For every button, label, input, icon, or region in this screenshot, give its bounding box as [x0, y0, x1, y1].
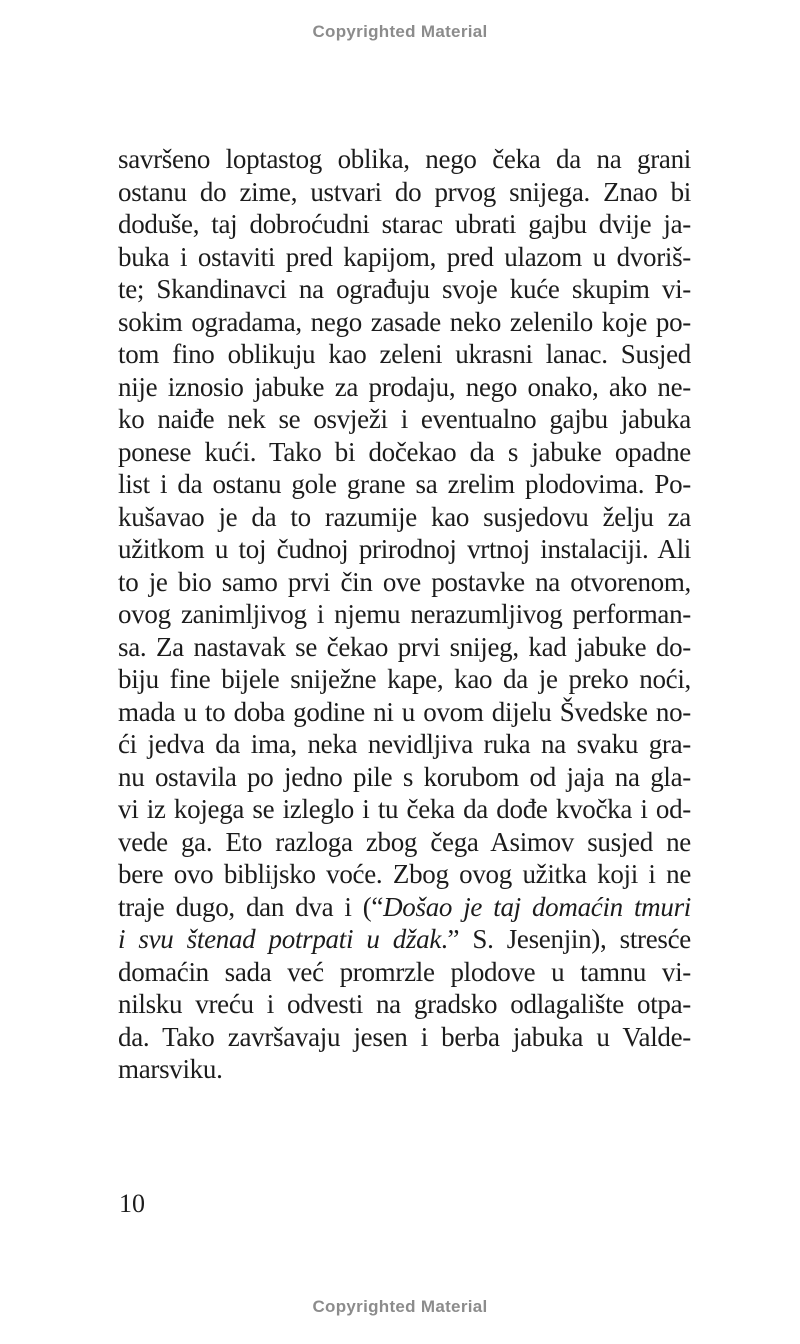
- text-segment: vede ga. Eto razloga zbog čega Asimov susjed ne: [118, 826, 691, 857]
- body-text: [118, 143, 691, 1086]
- text-line: [118, 436, 691, 469]
- text-segment: doduše, taj dobroćudni starac ubrati gajbu dvije ja-: [118, 209, 691, 239]
- text-segment: ostanu do zime, ustvari do prvog snijega. Znao bi: [118, 176, 691, 207]
- text-segment: kušavao je da to razumije kao susjedovu želju za: [118, 501, 691, 532]
- text-line: [118, 793, 691, 826]
- text-line: [118, 371, 691, 404]
- text-segment: .” S. Jesenjin), stresće: [441, 924, 691, 954]
- text-line: [118, 956, 691, 989]
- text-line: [118, 631, 691, 664]
- text-line: [118, 826, 691, 859]
- page-number: 10: [119, 1189, 145, 1218]
- text-line: [118, 858, 691, 891]
- text-line: [118, 306, 691, 339]
- text-line: [118, 208, 691, 241]
- text-segment: ko naiđe nek se osvježi i eventualno gajbu jabuka: [118, 404, 691, 434]
- text-line: [118, 566, 691, 599]
- text-segment: ovog zanimljivog i njemu nerazumljivog performan-: [118, 599, 691, 629]
- text-segment: biju fine bijele sniježne kape, kao da je preko noći,: [118, 664, 691, 694]
- text-segment: sokim ogradama, nego zasade neko zelenilo koje po-: [118, 306, 691, 337]
- quoted-italic-text: i svu štenad potrpati u džak: [118, 924, 442, 954]
- text-segment: sa. Za nastavak se čekao prvi snijeg, kad jabuke do-: [118, 631, 691, 662]
- text-segment: te; Skandinavci na ograđuju svoje kuće skupim vi-: [118, 274, 691, 304]
- text-segment: to je bio samo prvi čin ove postavke na otvorenom,: [118, 566, 691, 597]
- text-line: [118, 728, 691, 761]
- text-line: [118, 891, 691, 924]
- text-line: [118, 501, 691, 534]
- text-segment: nije iznosio jabuke za prodaju, nego onako, ako ne-: [118, 371, 691, 402]
- copyright-notice-top: Copyrighted Material: [312, 22, 488, 41]
- text-line: [118, 403, 691, 436]
- text-line: [118, 338, 691, 371]
- text-line: [118, 143, 691, 176]
- text-segment: ponese kući. Tako bi dočekao da s jabuke opadne: [118, 436, 691, 467]
- text-line: [118, 176, 691, 209]
- text-segment: da. Tako završavaju jesen i berba jabuka u Valde-: [118, 1021, 691, 1052]
- text-segment: marsviku.: [118, 1054, 223, 1084]
- text-segment: ći jedva da ima, neka nevidljiva ruka na svaku gra-: [118, 729, 691, 759]
- text-segment: mada u to doba godine ni u ovom dijelu Švedske no-: [118, 696, 691, 727]
- text-line: [118, 273, 691, 306]
- text-line: [118, 533, 691, 566]
- text-segment: domaćin sada već promrzle plodove u tamnu vi-: [118, 956, 691, 987]
- text-line: [118, 598, 691, 631]
- text-line: [118, 663, 691, 696]
- copyright-notice-bottom: Copyrighted Material: [312, 1297, 488, 1316]
- text-segment: užitkom u toj čudnoj prirodnoj vrtnoj instalaciji. Ali: [118, 534, 691, 564]
- text-line: [118, 1021, 691, 1054]
- text-segment: list i da ostanu gole grane sa zrelim plodovima. Po-: [118, 469, 691, 499]
- quoted-italic-text: Došao je taj domaćin tmuri: [383, 891, 691, 922]
- text-segment: nilsku vreću i odvesti na gradsko odlagalište otpa-: [118, 989, 691, 1019]
- text-segment: tom fino oblikuju kao zeleni ukrasni lanac. Susjed: [118, 339, 691, 369]
- text-line: [118, 241, 691, 274]
- text-segment: vi iz kojega se izleglo i tu čeka da dođe kvočka i od-: [118, 794, 691, 824]
- text-line: [118, 988, 691, 1021]
- text-segment: nu ostavila po jedno pile s korubom od jaja na gla-: [118, 761, 691, 792]
- text-line: [118, 923, 691, 956]
- text-line: [118, 468, 691, 501]
- text-line: [118, 696, 691, 729]
- text-segment: traje dugo, dan dva i (“: [118, 891, 384, 922]
- text-segment: savršeno loptastog oblika, nego čeka da na grani: [118, 144, 691, 174]
- text-line: [118, 761, 691, 794]
- text-segment: buka i ostaviti pred kapijom, pred ulazom u dvoriš-: [118, 241, 691, 272]
- text-segment: bere ovo biblijsko voće. Zbog ovog užitka koji i ne: [118, 859, 691, 889]
- text-line: [118, 1053, 691, 1086]
